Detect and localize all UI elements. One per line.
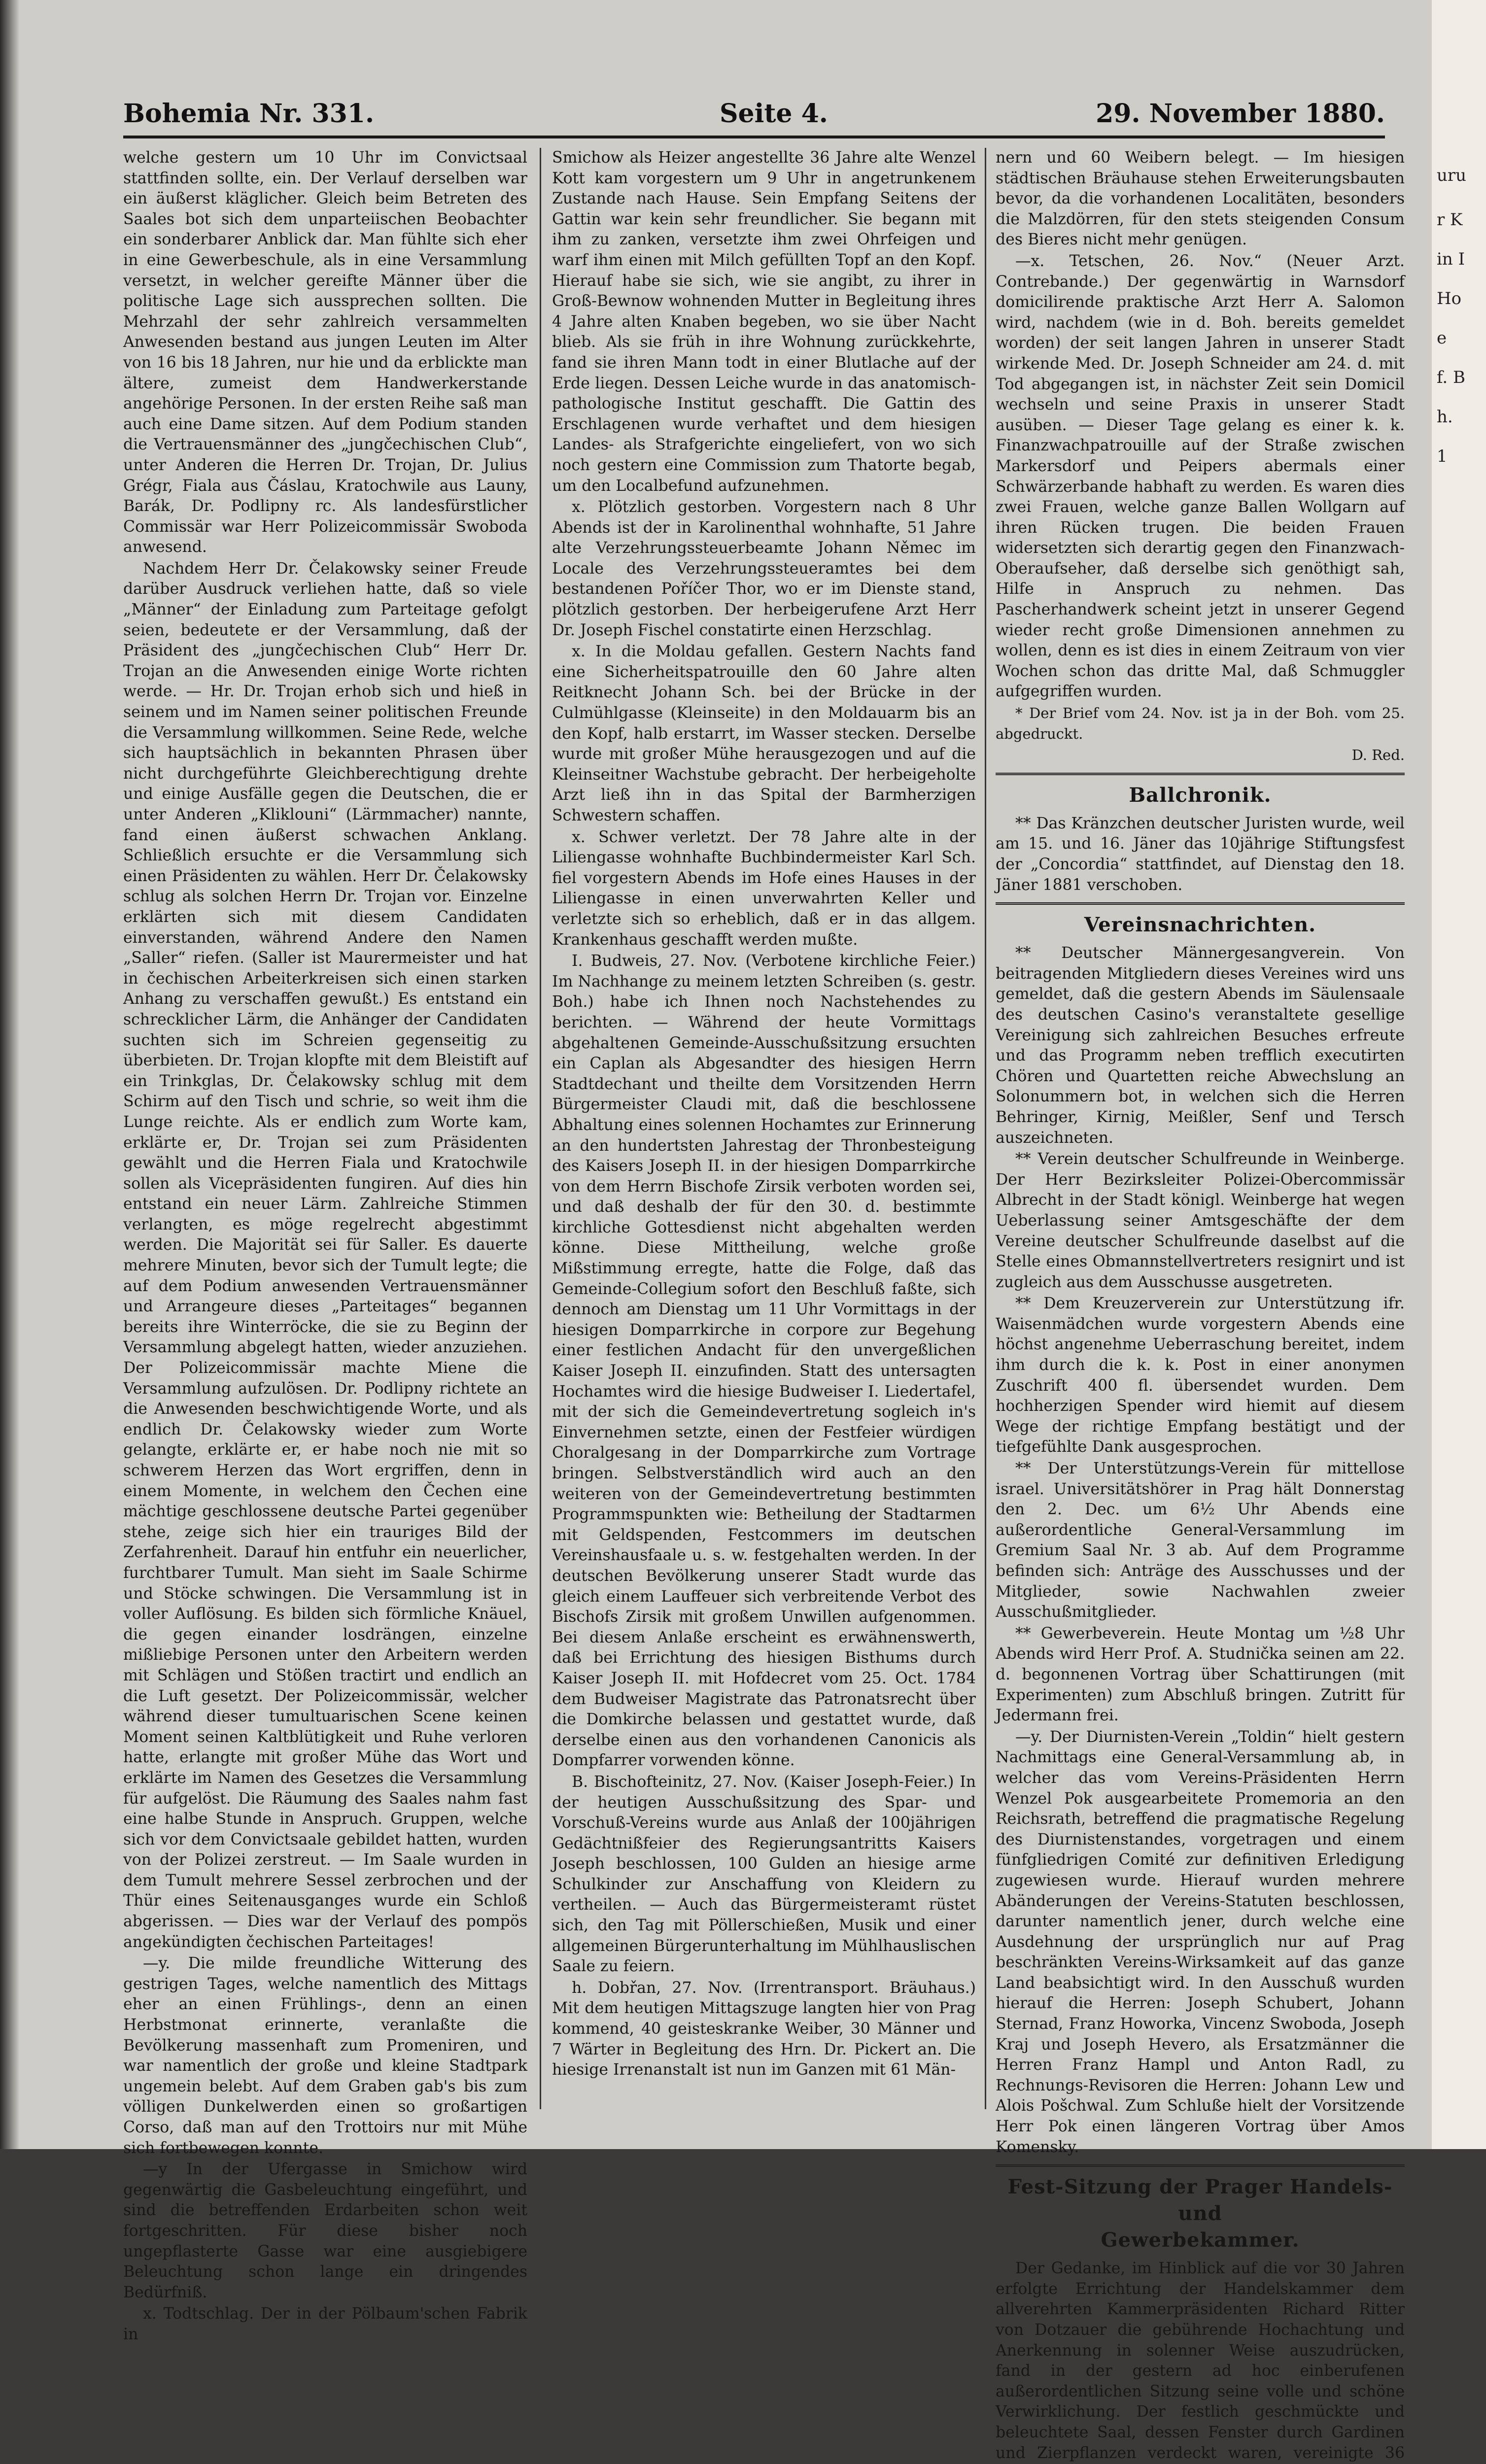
article-paragraph: x. Todtschlag. Der in der Pölbaum'schen Fabrik in xyxy=(123,2305,527,2343)
verein-item: ** Gewerbeverein. Heute Montag um ½8 Uhr Abends wird Herr Prof. A. Studnička seinen am 22. d. begonnenen Vortrag über Schattirungen (mit Experimenten) zum Abschluß bringen. Zutritt für Jedermann frei. xyxy=(996,1624,1405,1725)
gutter-fragment: e xyxy=(1437,328,1447,348)
gutter-fragment: 1 xyxy=(1437,446,1448,466)
gutter-fragment: r K xyxy=(1437,210,1463,230)
article-paragraph: B. Bischofteinitz, 27. Nov. (Kaiser Joseph-Feier.) In der heutigen Ausschußsitzung des Spar- und Vorschuß-Vereins wurde aus Anlaß der 100jährigen Gedächtnißfeier des Regierungsantritts Kaisers Joseph beschlossen, 100 Gulden an hiesige arme Schulkinder zur Anschaffung von Kleidern zu vertheilen. — Auch das Bürgermeisteramt rüstet sich, den Tag mit Pöllerschießen, Musik und einer allgemeinen Bürgerunterhaltung im Mühlhauslischen Saale zu feiern. xyxy=(552,1773,976,1976)
masthead-issue: Bohemia Nr. 331. xyxy=(123,99,375,129)
verein-item: ** Deutscher Männergesangverein. Von beitragenden Mitgliedern dieses Vereines wird uns gemeldet, daß die gestern Abends im Säulensaale des deutschen Casino's veranstaltete gesellige Vereinigung sich zahlreichen Besuches erfreute und das Programm neben trefflich executirten Chören und Quartetten reiche Abwechslung an Solonummern bot, in welchen sich die Herren Behringer, Kirnig, Meißler, Senf und Tersch auszeichneten. xyxy=(996,944,1405,1147)
verein-item: ** Verein deutscher Schulfreunde in Weinberge. Der Herr Bezirksleiter Polizei-Obercommissär Albrecht in der Stadt königl. Weinberge hat wegen Ueberlassung seiner Amtsgeschäfte der dem Vereine deutscher Schulfreunde daselbst auf die Stelle eines Obmannstellvertreters resignirt und ist zugleich aus dem Ausschusse ausgetreten. xyxy=(996,1150,1405,1291)
article-paragraph: x. Plötzlich gestorben. Vorgestern nach 8 Uhr Abends ist der in Karolinenthal wohnhafte, 51 Jahre alte Verzehrungssteuerbeamte Johann Němec im Locale des Verzehrungssteueramtes bei dem bestandenen Poříčer Thor, wo er im Dienste stand, plötzlich gestorben. Der herbeigerufene Arzt Herr Dr. Joseph Fischel constatirte einen Herzschlag. xyxy=(552,498,976,639)
gutter-fragment: f. B xyxy=(1437,368,1465,387)
ballchronik-heading: Ballchronik. xyxy=(1129,783,1272,807)
section-rule xyxy=(996,773,1405,775)
editor-signature: D. Red. xyxy=(1351,747,1405,764)
binding-shadow xyxy=(0,0,20,2149)
article-paragraph: x. In die Moldau gefallen. Gestern Nachts fand eine Sicherheitspatrouille den 60 Jahre alten Reitknecht Johann Sch. bei der Brücke in der Culmühlgasse (Kleinseite) in den Moldauarm bis an den Kopf, halb erstarrt, im Wasser stecken. Derselbe wurde mit großer Mühe herausgezogen und auf die Kleinseitner Wachstube gebracht. Der herbeigeholte Arzt ließ ihn in das Spital der Barmherzigen Schwestern schaffen. xyxy=(552,643,976,824)
article-paragraph: —x. Tetschen, 26. Nov.“ (Neuer Arzt. Contrebande.) Der gegenwärtig in Warnsdorf domicilirende praktische Arzt Herr A. Salomon wird, nachdem (wie in d. Boh. bereits gemeldet worden) der seit langen Jahren in unserer Stadt wirkende Med. Dr. Joseph Schneider am 24. d. mit Tod abgegangen ist, in nächster Zeit sein Domicil wechseln und seine Praxis in unserer Stadt ausüben. — Dieser Tage gelang es einer k. k. Finanzwachpatrouille auf der Straße zwischen Markersdorf und Peipers abermals einer Schwärzerbande habhaft zu werden. Es waren dies zwei Frauen, welche ganze Ballen Wollgarn auf ihren Rücken trugen. Die beiden Frauen widersetzten sich derartig gegen den Finanzwach-Oberaufseher, daß derselbe sich genöthigt sah, Hilfe in Anspruch zu nehmen. Das Pascherhandwerk scheint jetzt in unserer Gegend wieder recht große Dimensionen annehmen zu wollen, denn es ist dies in einem Zeitraum von vier Wochen schon das dritte Mal, daß Schmuggler aufgegriffen wurden. xyxy=(996,252,1405,701)
article-paragraph: welche gestern um 10 Uhr im Convictsaal stattfinden sollte, ein. Der Verlauf derselben war ein äußerst kläglicher. Gleich beim Betreten des Saales bot sich dem unparteiischen Beobachter ein sonderbarer Anblick dar. Man fühlte sich eher in eine Gewerbeschule, als in eine Versammlung versetzt, in welcher gereifte Männer über die politische Lage sich aussprechen sollten. Die Mehrzahl der sehr zahlreich versammelten Anwesenden bestand aus jungen Leuten im Alter von 16 bis 18 Jahren, nur hie und da erblickte man ältere, zumeist dem Handwerkerstande angehörige Personen. In der ersten Reihe saß man auch eine Dame sitzen. Auf dem Podium standen die Vertrauensmänner des „jungčechischen Club“, unter Anderen die Herren Dr. Trojan, Dr. Julius Grégr, Fiala aus Čáslau, Kratochwile aus Launy, Barák, Dr. Podlipny rc. Als landesfürstlicher Commissär war Herr Polizeicommissär Swoboda anwesend. xyxy=(123,149,527,556)
editor-note: * Der Brief vom 24. Nov. ist ja in der Boh. vom 25. abgedruckt. xyxy=(996,705,1405,742)
festsitzung-heading-line2: Gewerbekammer. xyxy=(1101,2228,1300,2252)
vereinsnachrichten-heading: Vereinsnachrichten. xyxy=(1084,913,1316,937)
ballchronik-item: ** Das Kränzchen deutscher Juristen wurde, weil am 15. und 16. Jäner das 10jährige Stiftungsfest der „Concordia“ stattfindet, auf Dienstag den 18. Jäner 1881 verschoben. xyxy=(996,814,1405,894)
article-paragraph: I. Budweis, 27. Nov. (Verbotene kirchliche Feier.) Im Nachhange zu meinem letzten Schreiben (s. gestr. Boh.) habe ich Ihnen noch Nachstehendes zu berichten. — Während der heute Vormittags abgehaltenen Gemeinde-Ausschußsitzung ersuchten ein Caplan als Abgesandter des hiesigen Herrn Stadtdechant und theilte dem Vorsitzenden Herrn Bürgermeister Claudi mit, daß die beschlossene Abhaltung eines solennen Hochamtes zur Erinnerung an den hundertsten Jahrestag der Thronbesteigung des Kaisers Joseph II. in der hiesigen Domparrkirche von dem Herrn Bischofe Zirsik verboten worden sei, und daß deshalb der für den 30. d. bestimmte kirchliche Gottesdienst nicht abgehalten werden könne. Diese Mittheilung, welche große Mißstimmung erregte, hatte die Folge, daß das Gemeinde-Collegium sofort den Beschluß faßte, sich dennoch am Dienstag um 11 Uhr Vormittags in der hiesigen Domparrkirche in corpore zur Begehung einer festlichen Andacht für den unvergeßlichen Kaiser Joseph II. einzufinden. Statt des untersagten Hochamtes wird die hiesige Budweiser I. Liedertafel, mit der sich die Gemeindevertretung sogleich in's Einvernehmen setzte, einen der Festfeier würdigen Choralgesang in der Domparrkirche zum Vortrage bringen. Selbstverständlich wird auch an den weiteren von der Gemeindevertretung bestimmten Programmspunkten wie: Betheilung der Stadtarmen mit Geldspenden, Festcommers im deutschen Vereinshausfaale u. s. w. festgehalten werden. In der deutschen Bevölkerung unserer Stadt wurde das gleich einem Lauffeuer sich verbreitende Verbot des Bischofs Zirsik mit großem Unwillen aufgenommen. Bei diesem Anlaße erscheint es erwähnenswerth, daß bei Errichtung des hiesigen Bisthums durch Kaiser Joseph II. mit Hofdecret vom 25. Oct. 1784 dem Budweiser Magistrate das Patronatsrecht über die Domkirche belassen und gestattet wurde, daß derselbe einen aus den vorhandenen Canonicis als Dompfarrer vorwenden könne. xyxy=(552,952,976,1770)
column-divider xyxy=(985,148,986,2109)
article-paragraph: —y In der Ufergasse in Smichow wird gegenwärtig die Gasbeleuchtung eingeführt, und sind die betreffenden Erdarbeiten schon weit fortgeschritten. Für diese bisher noch ungepflasterte Gasse war eine ausgiebigere Beleuchtung schon lange ein dringendes Bedürfniß. xyxy=(123,2160,527,2301)
festsitzung-heading-line1: Fest-Sitzung der Prager Handels- und xyxy=(1007,2175,1393,2225)
column-2 xyxy=(552,148,976,2109)
masthead-rule xyxy=(123,136,1385,138)
article-paragraph: Smichow als Heizer angestellte 36 Jahre alte Wenzel Kott kam vorgestern um 9 Uhr in angetrunkenem Zustande nach Hause. Sein Empfang Seitens der Gattin war kein sehr freundlicher. Sie begann mit ihm zu zanken, versetzte ihm zwei Ohrfeigen und warf ihm einen mit Milch gefüllten Topf an den Kopf. Hierauf habe sie sich, wie sie angibt, zu ihrer in Groß-Bewnow wohnenden Mutter in Begleitung ihres 4 Jahre alten Knaben begeben, wo sie über Nacht blieb. Als sie früh in ihre Wohnung zurückkehrte, fand sie ihren Mann todt in einer Blutlache auf der Erde liegen. Dessen Leiche wurde in das anatomisch-pathologische Institut geschafft. Die Gattin des Erschlagenen wurde verhaftet und dem hiesigen Landes- als Strafgerichte eingeliefert, von wo sich noch gestern eine Commission zum Thatorte begab, um den Localbefund aufzunehmen. xyxy=(552,149,976,495)
column-divider xyxy=(540,148,541,2109)
adjacent-page-strip xyxy=(1432,0,1486,2149)
gutter-fragment: h. xyxy=(1437,407,1453,427)
article-paragraph: h. Dobřan, 27. Nov. (Irrentransport. Bräuhaus.) Mit dem heutigen Mittagszuge langten hier von Prag kommend, 40 geisteskranke Weiber, 30 Männer und 7 Wärter in Begleitung des Hrn. Dr. Pickert an. Die hiesige Irrenanstalt ist nun im Ganzen mit 61 Män- xyxy=(552,1979,976,2079)
article-paragraph: x. Schwer verletzt. Der 78 Jahre alte in der Liliengasse wohnhafte Buchbindermeister Karl Sch. fiel vorgestern Abends im Hofe eines Hauses in der Liliengasse in einen unverwahrten Keller und verletzte sich so erheblich, daß er in das allgem. Krankenhaus geschafft werden mußte. xyxy=(552,828,976,949)
section-rule xyxy=(996,2164,1405,2167)
gutter-fragment: Ho xyxy=(1437,289,1462,308)
verein-item: ** Dem Kreuzerverein zur Unterstützung ifr. Waisenmädchen wurde vorgestern Abends eine höchst angenehme Ueberraschung bereitet, indem ihm durch die k. k. Post in einer anonymen Zuschrift 400 fl. übersendet wurden. Dem hochherzigen Spender wird hiemit auf diesem Wege der richtige Empfang bestätigt und der tiefgefühlte Dank ausgesprochen. xyxy=(996,1295,1405,1456)
gutter-fragment: in I xyxy=(1437,249,1465,269)
section-rule xyxy=(996,902,1405,905)
masthead xyxy=(123,99,1385,138)
gutter-fragment: uru xyxy=(1437,166,1467,185)
masthead-page-number: Seite 4. xyxy=(720,99,828,129)
article-paragraph: nern und 60 Weibern belegt. — Im hiesigen städtischen Bräuhause stehen Erweiterungsbauten bevor, da die vorhandenen Localitäten, besonders die Malzdörren, für den stets steigenden Consum des Bieres nicht mehr genügen. xyxy=(996,149,1405,249)
verein-item: —y. Der Diurnisten-Verein „Toldin“ hielt gestern Nachmittags eine General-Versammlung ab, in welcher das vom Vereins-Präsidenten Herrn Wenzel Pok ausgearbeitete Promemoria an den Reichsrath, betreffend die pragmatische Regelung des Diurnistenstandes, vorgetragen und einem fünfgliedrigen Comité zur definitiven Erledigung zugewiesen wurde. Hierauf wurden mehrere Abänderungen der Vereins-Statuten beschlossen, darunter namentlich jener, durch welche eine Ausdehnung der ursprünglich nur auf Prag beschränkten Vereins-Wirksamkeit auf das ganze Land beabsichtigt wird. In den Ausschuß wurden hierauf die Herren: Joseph Schubert, Johann Sternad, Franz Howorka, Vincenz Swoboda, Joseph Kraj und Joseph Hevero, als Ersatzmänner die Herren Franz Hampl und Anton Radl, zu Rechnungs-Revisoren die Herren: Johann Lew und Alois Pošchwal. Zum Schluße hielt der Vorsitzende Herr Pok einen längeren Vortrag über Amos Komensky. xyxy=(996,1728,1405,2156)
verein-item: ** Der Unterstützungs-Verein für mittellose israel. Universitätshörer in Prag hält Donnerstag den 2. Dec. um 6½ Uhr Abends eine außerordentliche General-Versammlung im Gremium Saal Nr. 3 ab. Auf dem Programme befinden sich: Anträge des Ausschusses und der Mitglieder, sowie Nachwahlen zweier Ausschußmitglieder. xyxy=(996,1460,1405,1621)
article-paragraph: Nachdem Herr Dr. Čelakowsky seiner Freude darüber Ausdruck verliehen hatte, daß so viele „Männer“ der Einladung zum Parteitage gefolgt seien, bedeutete er der Versammlung, daß der Präsident des „jungčechischen Club“ Herr Dr. Trojan an die Anwesenden einige Worte richten werde. — Hr. Dr. Trojan erhob sich und hieß in seinem und im Namen seiner politischen Freunde die Versammlung willkommen. Seine Rede, welche sich hauptsächlich in bekannten Phrasen über nicht durchgeführte Gleichberechtigung drehte und einige Ausfälle gegen die Deutschen, die er unter Anderen „Kliklouni“ (Lärmmacher) nannte, fand einen äußerst schwachen Anklang. Schließlich ersuchte er die Versammlung sich einen Präsidenten zu wählen. Herr Dr. Čelakowsky schlug als solchen Herrn Dr. Trojan vor. Einzelne erklärten sich mit diesem Candidaten einverstanden, während Andere den Namen „Saller“ riefen. (Saller ist Maurermeister und hat in čechischen Arbeiterkreisen sich einen starken Anhang zu verschaffen gewußt.) Es entstand ein schrecklicher Lärm, die Anhänger der Candidaten suchten sich im Schreien gegenseitig zu überbieten. Dr. Trojan klopfte mit dem Bleistift auf ein Trinkglas, Dr. Čelakowsky schlug mit dem Schirm auf den Tisch und schrie, so weit ihm die Lunge reichte. Als er endlich zum Worte kam, erklärte er, Dr. Trojan sei zum Präsidenten gewählt und die Herren Fiala und Kratochwile sollen als Vicepräsidenten fungiren. Auf dies hin entstand ein neuer Lärm. Zahlreiche Stimmen verlangten, es möge regelrecht abgestimmt werden. Die Majorität sei für Saller. Es dauerte mehrere Minuten, bevor sich der Tumult legte; die auf dem Podium anwesenden Vertrauensmänner und Arrangeure dieses „Parteitages“ begannen bereits ihre Winterröcke, die sie zu Beginn der Versammlung abgelegt hatten, wieder anzuziehen. Der Polizeicommissär machte Miene die Versammlung aufzulösen. Dr. Podlipny richtete an die Anwesenden beschwichtigende Worte, und als endlich Dr. Čelakowsky wieder zum Worte gelangte, erklärte er, er habe noch nie mit so schwerem Herzen das Wort ergriffen, denn in einem Momente, in welchem den Čechen eine mächtige geschlossene deutsche Partei gegenüber stehe, zeige sich hier ein trauriges Bild der Zerfahrenheit. Darauf hin entfuhr ein neuerlicher, furchtbarer Tumult. Man sieht im Saale Schirme und Stöcke schwingen. Die Versammlung ist in voller Auflösung. Es bilden sich förmliche Knäuel, die gegen einander losdrängen, einzelne mißliebige Personen unter den Arbeitern werden mit Schlägen und Stößen tractirt und endlich an die Luft gesetzt. Der Polizeicommissär, welcher während dieser tumultuarischen Scene keinen Moment seinen Kaltblütigkeit und Ruhe verloren hatte, erlangte mit großer Mühe das Wort und erklärte im Namen des Gesetzes die Versammlung für aufgelöst. Die Räumung des Saales nahm fast eine halbe Stunde in Anspruch. Gruppen, welche sich vor dem Convictsaale gebildet hatten, wurden von der Polizei zerstreut. — Im Saale wurden in dem Tumult mehrere Sessel zerbrochen und der Thür eines Seitenausganges wurde ein Schloß abgerissen. — Dies war der Verlauf des pompös angekündigten čechischen Parteitages! xyxy=(123,559,527,1951)
article-paragraph: —y. Die milde freundliche Witterung des gestrigen Tages, welche namentlich des Mittags eher an einen Frühlings-, denn an einen Herbstmonat erinnerte, veranlaßte die Bevölkerung massenhaft zum Promeniren, und war namentlich der große und kleine Stadtpark ungemein belebt. Auf dem Graben gab's bis zum völligen Dunkelwerden einen so großartigen Corso, daß man auf den Trottoirs nur mit Mühe sich fortbewegen konnte. xyxy=(123,1954,527,2157)
column-3 xyxy=(996,148,1405,2462)
festsitzung-text: Der Gedanke, im Hinblick auf die vor 30 Jahren erfolgte Errichtung der Handelskammer dem allverehrten Kammerpräsidenten Richard Ritter von Dotzauer die gebührende Hochachtung und Anerkennung in solenner Weise auszudrücken, fand in der gestern ad hoc einberufenen außerordentlichen Sitzung seine volle und schöne Verwirklichung. Der festlich geschmückte und beleuchtete Saal, dessen Fenster durch Gardinen und Zierpflanzen verdeckt waren, vereinigte 36 xyxy=(996,2259,1405,2462)
column-1 xyxy=(123,148,527,2343)
masthead-date: 29. November 1880. xyxy=(1096,99,1385,129)
